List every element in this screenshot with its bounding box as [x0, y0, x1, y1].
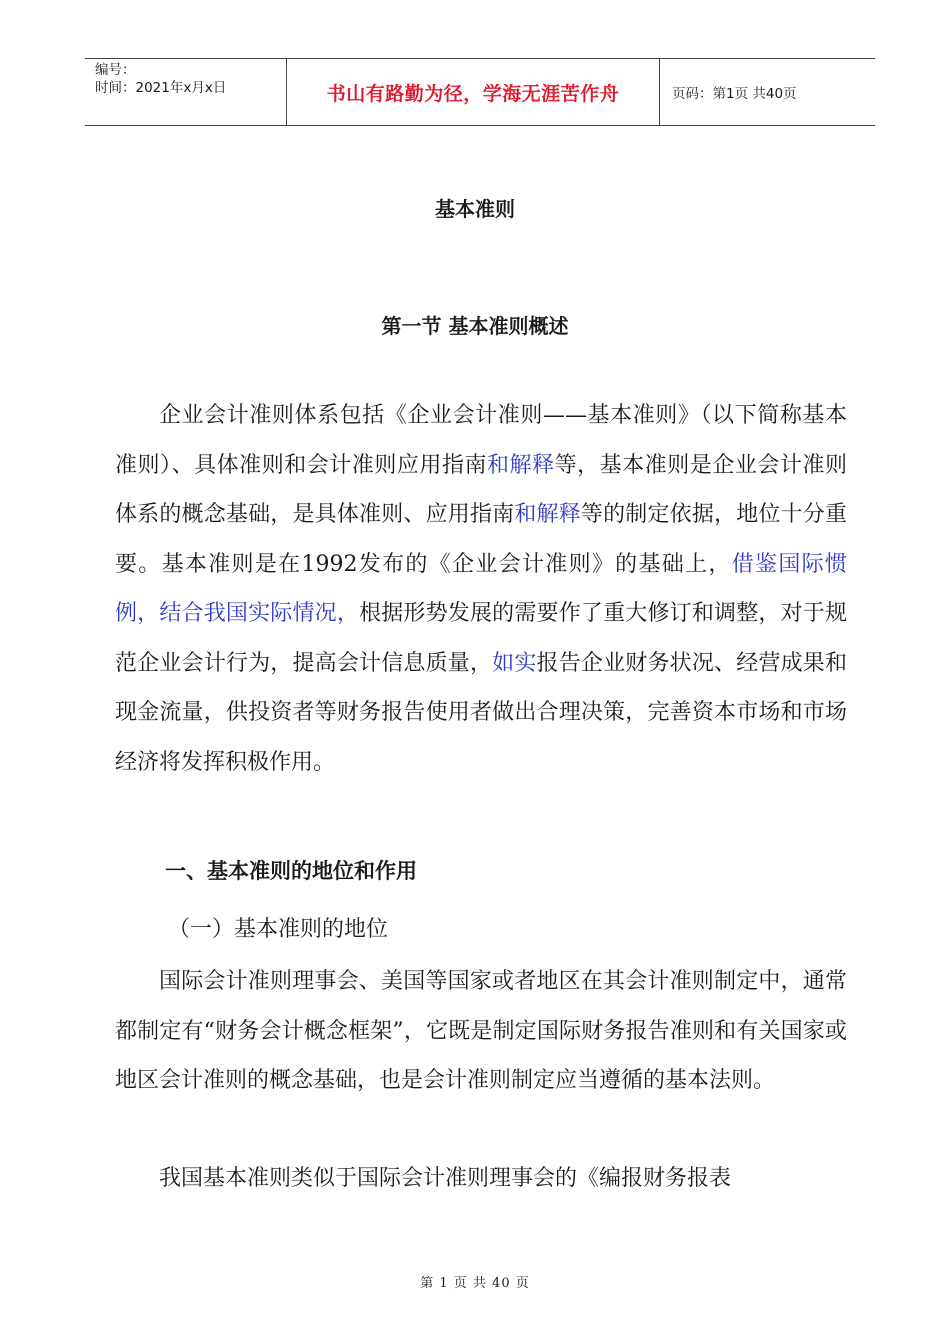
time-label: 时间：2021年x月x日: [95, 80, 227, 96]
link-text[interactable]: 如实: [492, 650, 537, 676]
text-run: 等，基本准则是企业会计准则体系的概念基础，是具体准则、应用指南: [115, 452, 847, 527]
text-run: 企业会计准则体系包括《企业会计准则——基本准则》（以下简称基本准则）、具体准则和会计准则应用指南: [115, 403, 847, 478]
text-run: 根据形势发展的需要作了重大修订和调整，对于规范企业会计行为，提高会计信息质量，: [115, 601, 847, 676]
header-page-info: 页码：第1页 共40页: [672, 86, 797, 102]
link-text[interactable]: 借鉴国际惯例，结合我国实际情况，: [115, 551, 847, 626]
text-run: 等的制定依据，地位十分重要。基本准则是在1992发布的《企业会计准则》的基础上，: [115, 502, 847, 577]
paragraph-framework: 国际会计准则理事会、美国等国家或者地区在其会计准则制定中，通常都制定有“财务会计概念框架”，它既是制定国际财务报告准则和有关国家或地区会计准则的概念基础，也是会计准则制定应当遵循的基本法则。: [115, 969, 847, 1093]
heading-level-2: （一）基本准则的地位: [168, 917, 389, 942]
heading-level-1: 一、基本准则的地位和作用: [165, 859, 417, 883]
link-text[interactable]: 和解释: [514, 502, 581, 527]
paragraph-comparison: 我国基本准则类似于国际会计准则理事会的《编报财务报表: [159, 1166, 732, 1191]
header-meta: [85, 59, 287, 125]
header-motto: 书山有路勤为径，学海无涯苦作舟: [287, 59, 660, 125]
link-text[interactable]: 和解释: [487, 452, 555, 478]
section-title: 第一节 基本准则概述: [381, 314, 569, 338]
paragraph-intro: [115, 391, 847, 787]
page-footer: 第 1 页 共 40 页: [420, 1276, 530, 1291]
page-header: [85, 58, 875, 126]
text-run: 报告企业财务状况、经营成果和现金流量，供投资者等财务报告使用者做出合理决策，完善资本市场和市场经济将发挥积极作用。: [115, 650, 847, 775]
number-label: 编号：: [95, 62, 136, 78]
doc-title: 基本准则: [435, 197, 515, 221]
